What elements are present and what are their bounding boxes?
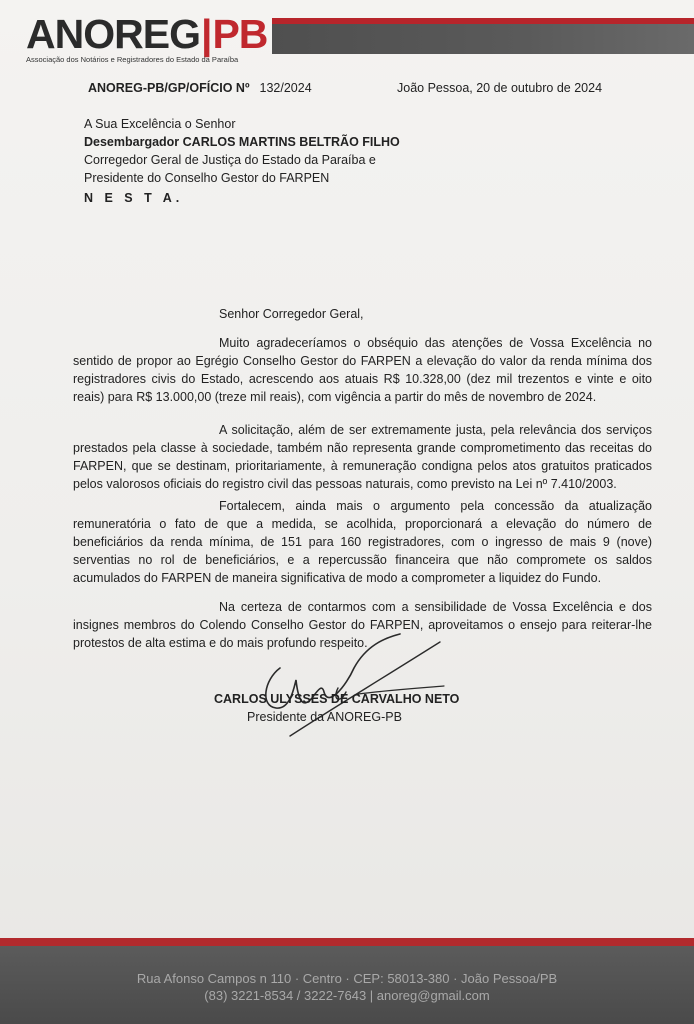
logo-word-anoreg: ANOREG <box>26 11 200 57</box>
addressee-line-3: Corregedor Geral de Justiça do Estado da Paraíba e <box>84 153 376 167</box>
body-paragraph-1: Muito agradeceríamos o obséquio das atenções de Vossa Excelência no sentido de propor ao Egrégio Conselho Gestor do FARPEN a elevação do valor da renda mínima dos registradores civis do Estado, acrescendo aos atuais R$ 10.328,00 (dez mil trezentos e vinte e oito reais) para R$ 13.000,00 (treze mil reais), com vigência a partir do mês de novembro de 2024. <box>73 336 652 404</box>
salutation: Senhor Corregedor Geral, <box>219 307 364 321</box>
addressee-nesta: N E S T A. <box>84 191 184 205</box>
addressee-block <box>84 115 604 207</box>
footer-red-stripe <box>0 938 694 946</box>
logo-word-pb: PB <box>212 11 268 57</box>
logo-pipe: | <box>200 11 212 57</box>
signatory-role: Presidente da ANOREG-PB <box>247 710 402 724</box>
addressee-name: Desembargador CARLOS MARTINS BELTRÃO FILHO <box>84 135 400 149</box>
letter-date: João Pessoa, 20 de outubro de 2024 <box>397 81 603 95</box>
logo-subtitle: Associação dos Notários e Registradores do Estado da Paraíba <box>26 55 239 64</box>
reference-number: 132/2024 <box>259 81 312 95</box>
body-paragraph-4: Na certeza de contarmos com a sensibilidade de Vossa Excelência e dos insignes membros do Colendo Conselho Gestor do FARPEN, aproveitamos o ensejo para reiterar-lhe protestos de alta estima e do mais profundo respeito. <box>73 600 652 650</box>
reference-prefix: ANOREG-PB/GP/OFÍCIO Nº <box>88 81 250 95</box>
header-gray-band <box>272 24 694 54</box>
addressee-line-1: A Sua Excelência o Senhor <box>84 117 236 131</box>
footer-contact: (83) 3221-8534 / 3222-7643 | anoreg@gmail.com <box>204 988 490 1003</box>
logo-wordmark <box>26 12 267 56</box>
addressee-line-4: Presidente do Conselho Gestor do FARPEN <box>84 171 330 185</box>
anoreg-logo <box>26 12 267 64</box>
signatory-name: CARLOS ULYSSES DE CARVALHO NETO <box>214 692 460 706</box>
footer-address: Rua Afonso Campos n 110 · Centro · CEP: 58013-380 · João Pessoa/PB <box>136 971 558 986</box>
body-paragraph-2: A solicitação, além de ser extremamente justa, pela relevância dos serviços prestados pela classe à sociedade, também não representa grande comprometimento das receitas do FARPEN, que se destinam, prioritariamente, à remuneração condigna pelos atos gratuitos praticados pelos valorosos oficiais do registro civil das pessoas naturais, como previsto na Lei nº 7.410/2003. <box>73 423 652 491</box>
body-paragraph-3: Fortalecem, ainda mais o argumento pela concessão da atualização remuneratória o fato de que a medida, se acolhida, proporcionará a elevação do número de beneficiários da renda mínima, de 151 para 160 registradores, com o ingresso de mais 9 (nove) serventias no rol de beneficiários, e a repercussão financeira que não compromete os saldos acumulados do FARPEN de maneira significativa de modo a comprometer a liquidez do Fundo. <box>73 499 652 585</box>
